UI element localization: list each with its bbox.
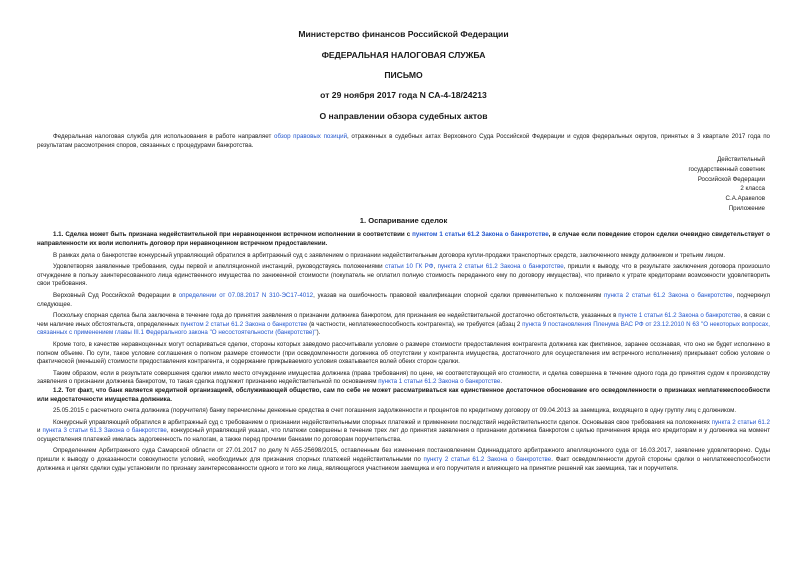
- law-link[interactable]: пунктом 2 статьи 61.2 Закона о банкротстве: [180, 320, 308, 328]
- paragraph-1-2-thesis: 1.2. Тот факт, что банк является кредитной организацией, обслуживающей общество, сам по себе не может рассматриваться как единственное достаточное обоснование его осведомленности о признаках неплатежеспособности или недостаточности имущества должника.: [37, 386, 770, 403]
- law-link[interactable]: пункта 2 статьи 61.2 Закона о банкротстве: [437, 263, 564, 271]
- court-ruling-link[interactable]: определении от 07.08.2017 N 310-ЭС17-4012: [178, 291, 314, 299]
- review-link[interactable]: обзор правовых позиций: [274, 133, 348, 140]
- law-link[interactable]: пункте 1 статьи 61.2 Закона о банкротстве: [618, 312, 741, 320]
- paragraph: 25.05.2015 с расчетного счета должника (поручителя) банку перечислены денежные средства в счет погашения задолженности и процентов по кредитному договору от 09.04.2013 за заемщика, входящего в одну группу лиц с должником.: [53, 407, 737, 415]
- paragraph-1-1-thesis: 1.1. Сделка может быть признана недействительной при неравноценном встречном исполнении в соответствии с пунктом 1 статьи 61.2 Закона о банкротстве, в случае если поведение сторон сделки очевидно свидетельствует о направленности их воли исполнить договор при неравноценном встречном предоставлении.: [37, 231, 770, 247]
- signer-rank-2: государственный советник: [688, 165, 765, 173]
- signature-block: [37, 155, 770, 213]
- paragraph: Таким образом, если в результате совершения сделки имело место отчуждение имущества должника (права требования) по цене, не соответствующей его стоимости, и сделка совершена в течение одного года до принятия судом к производству заявления о признании должника банкротом, то такая сделка подлежит признанию недействительной по основаниям пункта 1 статьи 61.2 Закона о банкротстве.: [37, 369, 770, 386]
- law-link[interactable]: пункта 2 статьи 61.2 Закона о банкротстве: [604, 291, 733, 299]
- appendix-label: Приложение: [728, 204, 765, 212]
- signer-rank-1: Действительный: [717, 156, 765, 164]
- ministry-heading: Министерство финансов Российской Федерации: [298, 29, 509, 39]
- law-link[interactable]: пункта 1 статьи 61.2 Закона о банкротстве: [378, 378, 501, 386]
- law-link[interactable]: пункта 3 статьи 61.3 Закона о банкротстве: [42, 427, 167, 435]
- paragraph: Поскольку спорная сделка была заключена в течение года до принятия заявления о признании должника банкротом, для признания ее недействительной достаточно обстоятельств, указанных в пункте 1 статьи 61.2 Закона о банкротстве, в связи с чем наличие иных обстоятельств, определенных пунктом 2 статьи 61.2 Закона о банкротстве (в частности, неплатежеспособность контрагента), не требуется (абзац 2 пункта 9 постановления Пленума ВАС РФ от 23.12.2010 N 63 "О некоторых вопросах, связанных с применением главы III.1 Федерального закона "О несостоятельности (банкротстве)").: [37, 312, 770, 337]
- law-link[interactable]: статьи 10 ГК РФ: [384, 263, 434, 271]
- paragraph: Конкурсный управляющий обратился в арбитражный суд с требованием о признании недействительными спорных платежей и применении последствий недействительности сделок. Основывая свое требования на положениях пункта 2 статьи 61.2 и пункта 3 статьи 61.3 Закона о банкротстве, конкурсный управляющий указал, что платежи совершены в течение трех лет до принятия заявления о признании должника банкротом с целью причинения вреда его кредиторам и у должника на момент осуществления платежей имелась задолженность по налогам, а также перед прочими банками по договорам поручительства.: [37, 418, 770, 443]
- paragraph: В рамках дела о банкротстве конкурсный управляющий обратился в арбитражный суд с заявлением о признании недействительным договора купли-продажи транспортных средств, заключенного между должником и третьим лицом.: [53, 251, 726, 259]
- signer-rank-3: Российской Федерации: [697, 175, 765, 183]
- plenum-resolution-link[interactable]: пункта 9 постановления Пленума ВАС РФ от 23.12.2010 N 63 "О некоторых вопросах, связанных с применением главы III.1 Федерального закона "О несостоятельности (банкротстве)": [37, 320, 770, 337]
- doc-type-heading: ПИСЬМО: [384, 70, 423, 80]
- service-heading: ФЕДЕРАЛЬНАЯ НАЛОГОВАЯ СЛУЖБА: [321, 50, 486, 60]
- signer-name: С.А.Аракелов: [725, 195, 765, 202]
- doc-subject-heading: О направлении обзора судебных актов: [319, 111, 488, 121]
- law-link[interactable]: пункту 2 статьи 61.2 Закона о банкротстве: [423, 456, 552, 464]
- paragraph: Удовлетворяя заявленные требования, суды первой и апелляционной инстанций, руководствуясь положениями статьи 10 ГК РФ, пункта 2 статьи 61.2 Закона о банкротстве, пришли к выводу, что в результате заключения договора произошло отчуждение в пользу заинтересованного лица единственного имущества по заниженной стоимости (покупатель не оплатил полную стоимость переданного ему по договору имущества), что привело к утрате кредиторами возможности удовлетворить свои требования.: [37, 263, 770, 288]
- doc-date-heading: от 29 ноября 2017 года N СА-4-18/24213: [320, 90, 487, 100]
- law-link[interactable]: пунктом 1 статьи 61.2 Закона о банкротстве: [412, 231, 549, 239]
- paragraph: Верховный Суд Российской Федерации в определении от 07.08.2017 N 310-ЭС17-4012, указав на ошибочность правовой квалификации спорной сделки применительно к положениям пункта 2 статьи 61.2 Закона о банкротстве, подчеркнул следующее.: [37, 291, 770, 308]
- paragraph: Определением Арбитражного суда Самарской области от 27.01.2017 по делу N А55-25698/2015, оставленным без изменения постановлением Одиннадцатого арбитражного апелляционного суда от 16.03.2017, заявление удовлетворено. Суды пришли к выводу о доказанности совокупности условий, необходимых для признания спорных платежей недействительными по пункту 2 статьи 61.2 Закона о банкротстве. Факт осведомленности другой стороны сделки о неплатежеспособности должника и целях сделки суды установили по признаку заинтересованности одного и того же лица, являющегося участником заемщика и его поручителя и влияющего на принятие решений как заемщика, так и поручителя.: [37, 447, 771, 472]
- intro-paragraph: Федеральная налоговая служба для использования в работе направляет обзор правовых позиций, отраженных в судебных актах Верховного Суда Российской Федерации и судов федеральных округов, принятых в 3 квартале 2017 года по результатам рассмотрения споров, связанных с процедурами банкротства.: [37, 133, 770, 149]
- signer-rank-4: 2 класса: [740, 185, 765, 193]
- law-link[interactable]: пункта 2 статьи 61.2: [711, 418, 770, 426]
- paragraph: Кроме того, в качестве неравноценных могут оспариваться сделки, стороны которых заведомо рассчитывали условие о размере стоимости предоставления контрагента должника как фиктивное, заранее осознавая, что оно не будет исполнено в полном объеме. По сути, такое условие соглашения о полном размере стоимости (при осведомленности должника об отсутствии у контрагента имущества, достаточного для осуществления им встречного исполнения) прикрывает собою условие о фактической (меньшей) стоимости предоставления контрагента, и содержание прикрываемого условия охватывается волей обеих сторон сделки.: [37, 340, 770, 366]
- section-title: 1. Оспаривание сделок: [359, 216, 448, 226]
